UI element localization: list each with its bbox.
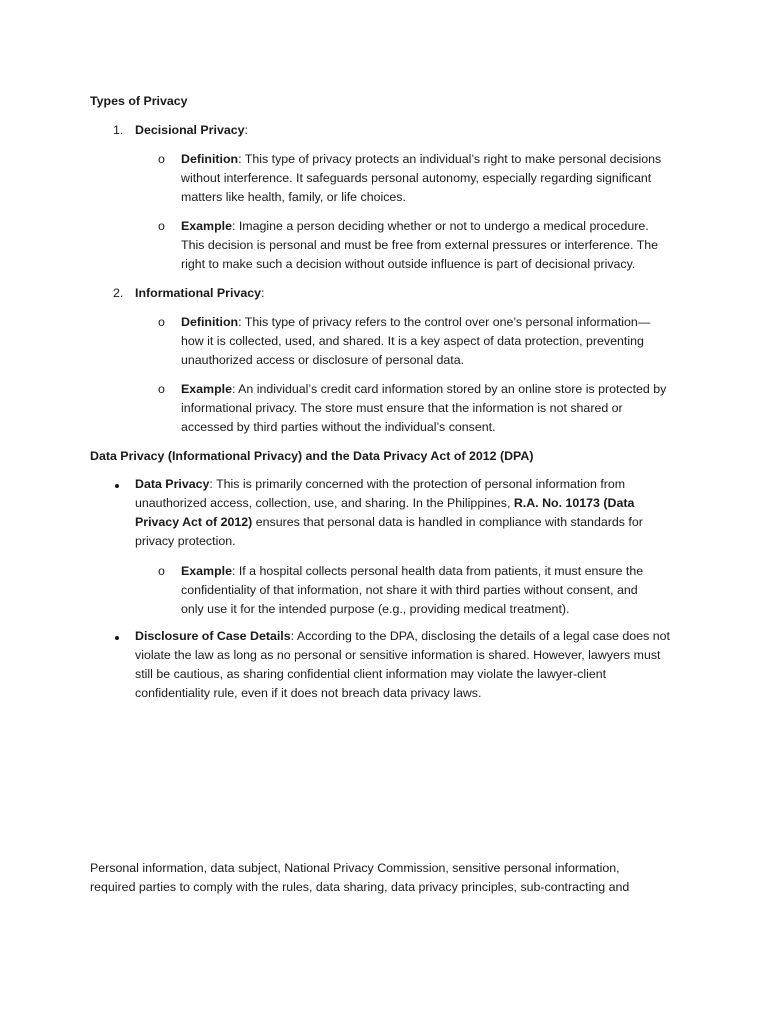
sub-text: : An individual’s credit card information stored by an online store is protected by xyxy=(231,382,667,396)
list-number: 2. xyxy=(113,286,124,300)
bullet-line xyxy=(135,494,634,513)
bullet-line: privacy protection. xyxy=(135,534,236,548)
paragraph-line: required parties to comply with the rules, data sharing, data privacy principles, sub-contracting and xyxy=(90,880,630,894)
sub-item-line: informational privacy. The store must ensure that the information is not shared or xyxy=(181,401,623,415)
sub-item-line: accessed by third parties without the individual’s consent. xyxy=(181,420,496,434)
bullet-line: confidentiality rule, even if it does not breach data privacy laws. xyxy=(135,686,482,700)
bullet-bold-text: R.A. No. 10173 (Data xyxy=(513,496,635,510)
sub-label: Example xyxy=(181,564,232,578)
sub-text: : This type of privacy refers to the control over one’s personal information— xyxy=(238,315,651,329)
item-title-text: Informational Privacy xyxy=(135,286,262,300)
item-title-punct: : xyxy=(261,286,265,300)
bullet-text: unauthorized access, collection, use, and sharing. In the Philippines, xyxy=(135,496,514,510)
sub-marker: o xyxy=(158,564,165,578)
bullet-line: still be cautious, as sharing confidential client information may violate the lawyer-client xyxy=(135,667,607,681)
sub-item-line xyxy=(181,150,661,169)
sub-text: : If a hospital collects personal health data from patients, it must ensure the xyxy=(231,564,644,578)
item-title-text: Decisional Privacy xyxy=(135,123,245,137)
sub-item-line xyxy=(181,562,643,581)
list-item-title xyxy=(135,121,248,140)
sub-item-line xyxy=(181,217,649,236)
sub-item-line: unauthorized access or disclosure of personal data. xyxy=(181,353,465,367)
sub-item-line: how it is collected, used, and shared. It is a key aspect of data protection, preventing xyxy=(181,334,644,348)
bullet-label: Disclosure of Case Details xyxy=(135,629,291,643)
bullet-line xyxy=(135,513,643,532)
sub-marker: o xyxy=(158,315,165,329)
bullet-text: : This is primarily concerned with the protection of personal information from xyxy=(209,477,626,491)
sub-item-line: matters like health, family, or life choices. xyxy=(181,190,406,204)
sub-label: Example xyxy=(181,219,232,233)
bullet-line xyxy=(135,475,625,494)
sub-text: : Imagine a person deciding whether or not to undergo a medical procedure. xyxy=(231,219,649,233)
paragraph-line: Personal information, data subject, National Privacy Commission, sensitive personal information, xyxy=(90,861,620,875)
sub-item-line: without interference. It safeguards personal autonomy, especially regarding significant xyxy=(181,171,652,185)
bullet-bold-text: Privacy Act of 2012) xyxy=(135,515,253,529)
bullet-label: Data Privacy xyxy=(135,477,210,491)
sub-label: Example xyxy=(181,382,232,396)
sub-marker: o xyxy=(158,152,165,166)
list-item-title xyxy=(135,284,264,303)
sub-item-line: confidentiality of that information, not share it with third parties without consent, and xyxy=(181,583,638,597)
bullet-text: : According to the DPA, disclosing the details of a legal case does not xyxy=(290,629,670,643)
sub-marker: o xyxy=(158,382,165,396)
sub-label: Definition xyxy=(181,152,239,166)
bullet-line xyxy=(135,627,670,646)
section-heading: Data Privacy (Informational Privacy) and the Data Privacy Act of 2012 (DPA) xyxy=(90,449,534,463)
sub-item-line xyxy=(181,380,666,399)
list-number: 1. xyxy=(113,123,124,137)
bullet-dot xyxy=(115,636,119,640)
item-title-punct: : xyxy=(244,123,248,137)
sub-marker: o xyxy=(158,219,165,233)
bullet-line: violate the law as long as no personal or sensitive information is shared. However, lawyers must xyxy=(135,648,661,662)
sub-item-line xyxy=(181,313,650,332)
bullet-text: ensures that personal data is handled in compliance with standards for xyxy=(252,515,643,529)
sub-text: : This type of privacy protects an individual’s right to make personal decisions xyxy=(238,152,662,166)
sub-label: Definition xyxy=(181,315,239,329)
sub-item-line: only use it for the intended purpose (e.g., providing medical treatment). xyxy=(181,602,570,616)
sub-item-line: This decision is personal and must be free from external pressures or interference. The xyxy=(181,238,659,252)
sub-item-line: right to make such a decision without outside influence is part of decisional privacy. xyxy=(181,257,636,271)
bullet-dot xyxy=(115,484,119,488)
section-heading: Types of Privacy xyxy=(90,94,188,108)
